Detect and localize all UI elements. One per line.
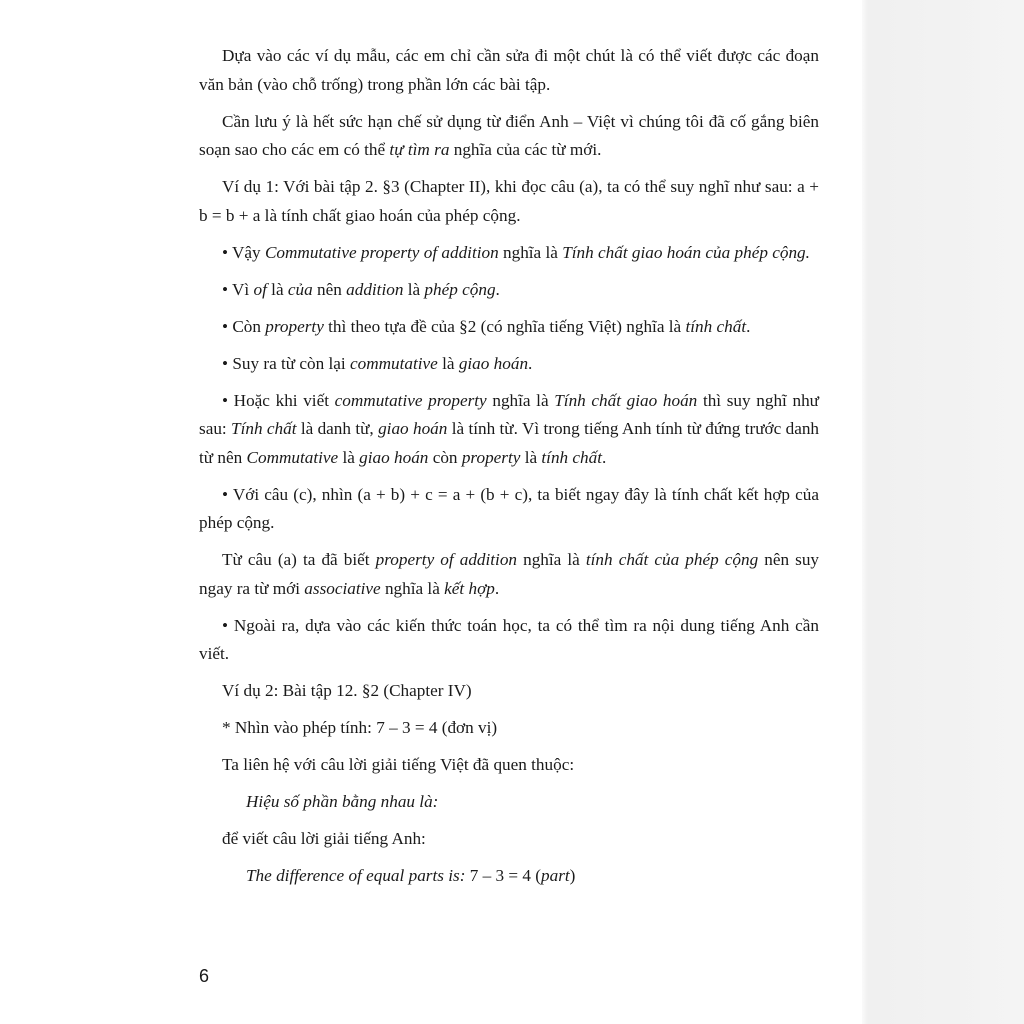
text-run: để viết câu lời giải tiếng Anh: — [222, 829, 426, 848]
text-run: Cần lưu ý là hết sức hạn chế sử dụng từ điển Anh – Việt vì chúng tôi đã cố gắng biên soạn sao cho các em có thể — [199, 111, 819, 159]
italic-text: property of addition — [375, 550, 518, 569]
text-run: • Suy ra từ còn lại — [222, 353, 350, 373]
paragraph — [199, 677, 819, 706]
text-run: Ta liên hệ với câu lời giải tiếng Việt đã quen thuộc: — [222, 755, 575, 774]
italic-text: tự tìm ra — [389, 140, 450, 159]
text-run: • Vậy — [222, 242, 265, 262]
italic-text: giao hoán — [458, 353, 529, 373]
text-run: là — [437, 353, 459, 373]
text-run: còn — [428, 447, 462, 467]
text-run: * Nhìn vào phép tính: 7 – 3 = 4 (đơn vị) — [222, 718, 498, 737]
italic-text: tính chất — [541, 447, 603, 467]
text-run: . — [602, 447, 607, 467]
text-run: Từ câu (a) ta đã biết — [222, 550, 376, 569]
text-run: nên suy ngay ra từ mới — [199, 550, 820, 598]
paragraph — [199, 313, 819, 342]
italic-text: commutative property — [334, 390, 487, 410]
italic-text: Tính chất — [231, 419, 297, 438]
italic-text: của — [287, 279, 313, 299]
italic-text: Commutative property of addition — [264, 242, 499, 262]
italic-text: Tính chất giao hoán của phép cộng. — [562, 242, 810, 262]
text-run: • Với câu (c), nhìn (a + b) + c = a + (b + c), ta biết ngay đây là tính chất kết hợp của phép cộng. — [199, 484, 819, 532]
italic-text: tính chất của phép cộng — [585, 550, 759, 569]
text-run: là — [403, 279, 425, 299]
text-run: thì suy nghĩ như sau: — [199, 390, 819, 438]
italic-text: commutative — [349, 353, 438, 373]
paragraph — [199, 546, 819, 603]
paragraph — [199, 173, 819, 230]
italic-text: The difference of equal parts is: — [246, 866, 466, 885]
paragraph — [199, 751, 819, 780]
text-run: là — [338, 447, 360, 467]
text-run: • Còn — [222, 316, 266, 336]
italic-text: associative — [304, 578, 381, 598]
text-run: . — [746, 316, 751, 336]
text-run: . — [495, 279, 500, 299]
paragraph — [199, 350, 819, 379]
text-run: . — [494, 578, 500, 598]
text-run: • Ngoài ra, dựa vào các kiến thức toán học, ta có thể tìm ra nội dung tiếng Anh cần viết. — [199, 615, 819, 663]
text-run: là — [520, 447, 542, 467]
text-run: nên — [312, 279, 347, 299]
text-run: nghĩa là — [517, 550, 586, 569]
text-run: là tính từ. Vì trong tiếng Anh tính từ đứng trước danh từ nên — [199, 419, 820, 467]
italic-text: phép cộng — [424, 279, 496, 299]
paragraph — [199, 108, 819, 165]
paragraph — [199, 239, 819, 268]
italic-text: Tính chất giao hoán — [554, 390, 698, 410]
text-run: là — [266, 279, 288, 299]
paragraph — [199, 276, 819, 305]
italic-text: Commutative — [246, 447, 339, 467]
text-run: ) — [569, 866, 576, 885]
text-run: 7 – 3 = 4 ( — [465, 866, 542, 885]
text-run: nghĩa là — [486, 390, 555, 410]
page-number: 6 — [199, 966, 210, 986]
text-run: Ví dụ 1: Với bài tập 2. §3 (Chapter II), khi đọc câu (a), ta có thể suy nghĩ như sau: a + b = b + a là tính chất giao hoán của phép cộng. — [199, 177, 819, 225]
text-run: nghĩa của các từ mới. — [449, 140, 602, 159]
italic-text: kết hợp — [444, 578, 495, 598]
paragraph — [199, 862, 819, 891]
paragraph — [199, 387, 819, 473]
paragraph — [199, 42, 819, 99]
italic-text: Hiệu số phần bằng nhau là: — [246, 792, 439, 811]
italic-text: of — [253, 279, 267, 299]
italic-text: addition — [346, 279, 404, 299]
italic-text: giao hoán — [359, 447, 429, 467]
text-run: thì theo tựa đề của §2 (có nghĩa tiếng Việt) nghĩa là — [323, 316, 686, 336]
scan-edge-shadow — [862, 0, 1024, 1024]
text-run: • Vì — [222, 279, 254, 299]
text-run: . — [528, 353, 533, 373]
paragraph — [199, 714, 819, 743]
text-run: • Hoặc khi viết — [222, 390, 335, 410]
page-body — [199, 42, 819, 899]
text-run: Dựa vào các ví dụ mẫu, các em chỉ cần sửa đi một chút là có thể viết được các đoạn văn bản (vào chỗ trống) trong phần lớn các bài tập. — [199, 46, 819, 94]
italic-text: giao hoán — [378, 419, 448, 438]
italic-text: tính chất — [685, 316, 747, 336]
italic-text: property — [265, 316, 324, 336]
paragraph — [199, 481, 819, 538]
text-run: nghĩa là — [380, 578, 445, 598]
text-run: nghĩa là — [498, 242, 563, 262]
paragraph — [199, 825, 819, 854]
italic-text: property — [461, 447, 521, 467]
paragraph — [199, 612, 819, 669]
text-run: Ví dụ 2: Bài tập 12. §2 (Chapter IV) — [222, 681, 472, 700]
paragraph — [199, 788, 819, 817]
italic-text: part — [541, 866, 570, 885]
text-run: là danh từ, — [296, 419, 379, 438]
